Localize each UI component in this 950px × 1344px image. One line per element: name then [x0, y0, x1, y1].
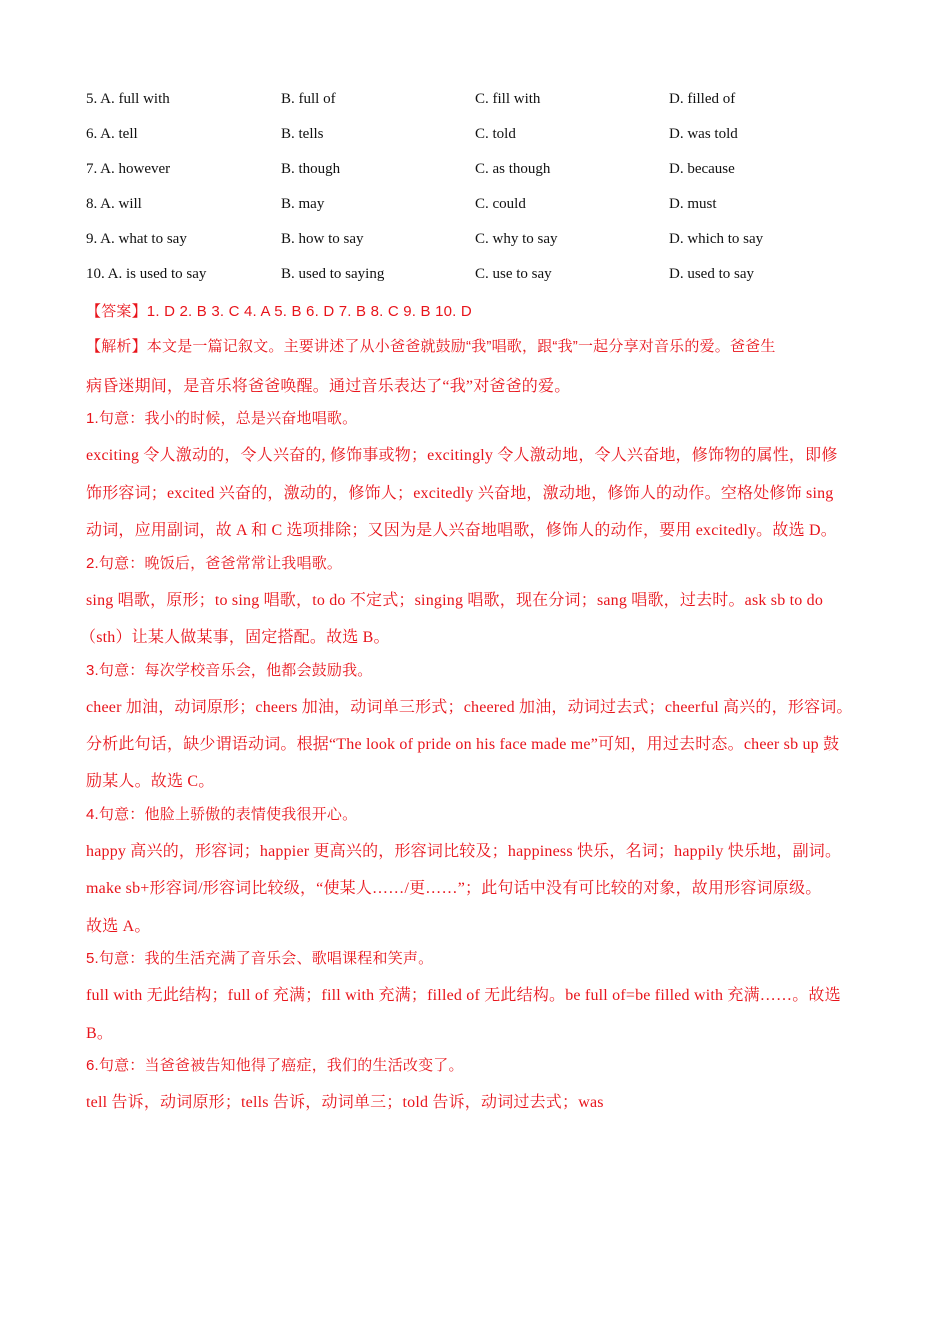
explanation-line: tell 告诉，动词原形；tells 告诉，动词单三；told 告诉，动词过去式；was	[86, 1094, 604, 1111]
explanation-line: 动词，应用副词，故 A 和 C 选项排除；又因为是人兴奋地唱歌，修饰人的动作，要用 excitedly。故选 D。	[86, 522, 837, 539]
option-c: C. told	[475, 126, 516, 142]
explanation-line: 故选 A。	[86, 918, 151, 935]
explanation-line: 励某人。故选 C。	[86, 773, 215, 790]
option-d: D. filled of	[669, 91, 736, 107]
option-c: C. why to say	[475, 231, 558, 247]
explanation-line: 6.句意：当爸爸被告知他得了癌症，我们的生活改变了。	[86, 1057, 464, 1074]
explanation-line: 2.句意：晚饭后，爸爸常常让我唱歌。	[86, 555, 343, 572]
explanation-line: cheer 加油，动词原形；cheers 加油，动词单三形式；cheered 加油，动词过去式；cheerful 高兴的，形容词。	[86, 699, 853, 716]
option-c: C. fill with	[475, 91, 541, 107]
explanation-line: 饰形容词；excited 兴奋的，激动的，修饰人；excitedly 兴奋地，激动地，修饰人的动作。空格处修饰 sing	[86, 485, 834, 502]
explanation-line: 5.句意：我的生活充满了音乐会、歌唱课程和笑声。	[86, 950, 434, 967]
option-d: D. which to say	[669, 231, 764, 247]
explanation-line: 分析此句话，缺少谓语动词。根据“The look of pride on his face made me”可知，用过去时态。cheer sb up 鼓	[86, 736, 840, 753]
option-a: 5. A. full with	[86, 91, 170, 107]
option-a: 6. A. tell	[86, 126, 138, 142]
option-a: 7. A. however	[86, 161, 171, 177]
explanation-line: 【解析】本文是一篇记叙文。主要讲述了从小爸爸就鼓励“我”唱歌，跟“我”一起分享对音乐的爱。爸爸生	[86, 338, 776, 355]
explanation-line: make sb+形容词/形容词比较级，“使某人……/更……”；此句话中没有可比较的对象，故用形容词原级。	[86, 880, 822, 897]
option-a: 8. A. will	[86, 196, 142, 212]
option-c: C. as though	[475, 161, 551, 177]
option-d: D. used to say	[669, 266, 754, 282]
explanation-line: happy 高兴的，形容词；happier 更高兴的，形容词比较及；happiness 快乐，名词；happily 快乐地，副词。	[86, 843, 842, 860]
option-b: B. may	[281, 196, 325, 212]
option-d: D. was told	[669, 126, 738, 142]
option-c: C. use to say	[475, 266, 552, 282]
option-d: D. because	[669, 161, 735, 177]
explanation-line: exciting 令人激动的，令人兴奋的, 修饰事或物；excitingly 令人激动地，令人兴奋地，修饰物的属性，即修	[86, 447, 838, 464]
explanation-line: 1.句意：我小的时候，总是兴奋地唱歌。	[86, 410, 358, 427]
option-b: B. how to say	[281, 231, 364, 247]
explanation-line: 3.句意：每次学校音乐会，他都会鼓励我。	[86, 662, 373, 679]
explanation-line: 病昏迷期间，是音乐将爸爸唤醒。通过音乐表达了“我”对爸爸的爱。	[86, 378, 571, 395]
option-a: 10. A. is used to say	[86, 266, 207, 282]
answer-key: 【答案】1. D 2. B 3. C 4. A 5. B 6. D 7. B 8. C 9. B 10. D	[86, 303, 472, 320]
explanation-line: B。	[86, 1025, 114, 1042]
option-d: D. must	[669, 196, 717, 212]
option-b: B. used to saying	[281, 266, 385, 282]
option-b: B. full of	[281, 91, 336, 107]
explanation-line: sing 唱歌，原形；to sing 唱歌，to do 不定式；singing 唱歌，现在分词；sang 唱歌，过去时。ask sb to do	[86, 592, 824, 609]
explanation-line: （sth）让某人做某事，固定搭配。故选 B。	[80, 629, 390, 646]
option-b: B. tells	[281, 126, 324, 142]
option-a: 9. A. what to say	[86, 231, 187, 247]
explanation-line: full with 无此结构；full of 充满；fill with 充满；filled of 无此结构。be full of=be filled with 充满……。故选	[86, 987, 841, 1004]
option-b: B. though	[281, 161, 341, 177]
option-c: C. could	[475, 196, 526, 212]
explanation-line: 4.句意：他脸上骄傲的表情使我很开心。	[86, 806, 358, 823]
